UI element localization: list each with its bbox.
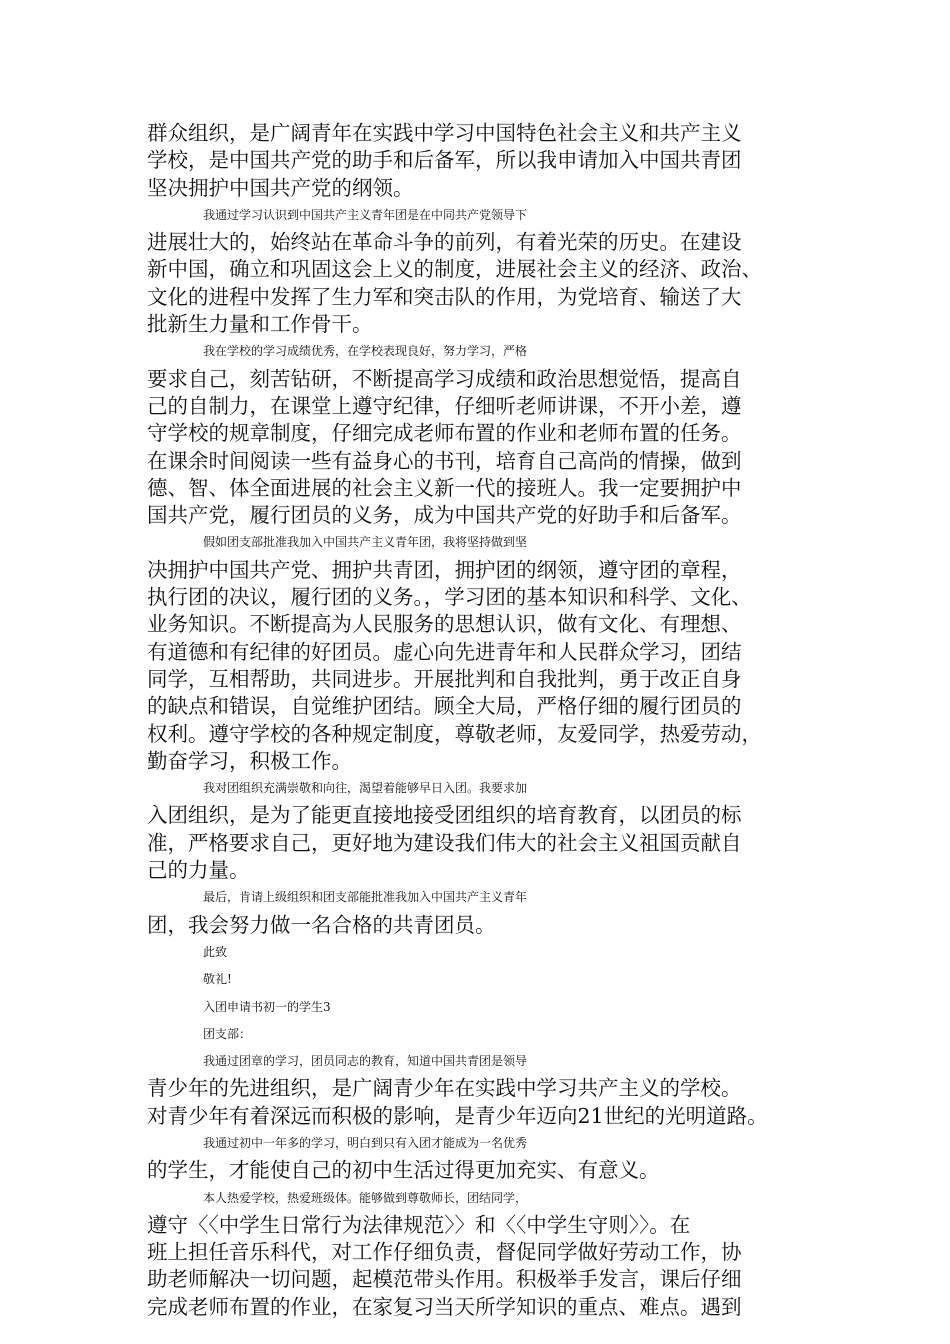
text-line: 敬礼!: [203, 972, 232, 987]
text-line: 执行团的决议，履行团的义务。，学习团的基本知识和科学、文化、: [147, 585, 752, 610]
text-line: 入团组织，是为了能更直接地接受团组织的培育教育，以团员的标: [147, 803, 742, 828]
text-line: 己的自制力，在课堂上遵守纪律，仔细听老师讲课，不开小差，遵: [147, 393, 742, 418]
text-line: 德、智、体全面进展的社会主义新一代的接班人。我一定要拥护中: [147, 475, 742, 500]
text-line: 此致: [203, 944, 228, 959]
text-line: 有道德和有纪律的好团员。虚心向先进青年和人民群众学习，团结: [147, 639, 742, 664]
text-line: 青少年的先进组织，是广阔青少年在实践中学习共产主义的学校。: [147, 1076, 742, 1101]
text-line: 批新生力量和工作骨干。: [147, 312, 373, 337]
text-line: 文化的进程中发挥了生力军和突击队的作用，为党培育、输送了大: [147, 284, 742, 309]
text-line: 我通过学习认识到中国共产主义青年团是在中同共产党领导下: [203, 207, 528, 222]
text-line: 的学生，才能使自己的初中生活过得更加充实、有意义。: [147, 1158, 660, 1183]
text-line: 勤奋学习，积极工作。: [147, 748, 352, 773]
text-line: 群众组织，是广阔青年在实践中学习中国特色社会主义和共产主义: [147, 121, 742, 145]
text-line: 班上担任音乐科代，对工作仔细负责，督促同学做好劳动工作，协: [147, 1240, 742, 1265]
text-line: 我在学校的学习成绩优秀，在学校表现良好，努力学习，严格: [203, 344, 528, 359]
text-line: 助老师解决一切问题，起模范带头作用。积极举手发言，课后仔细: [147, 1267, 742, 1292]
text-line: 业务知识。不断提高为人民服务的思想认识，做有文化、有理想、: [147, 612, 742, 637]
text-line: 我通过初中一年多的学习，明白到只有入团才能成为一名优秀: [203, 1135, 528, 1150]
text-line: 本人热爱学校，热爱班级体。能够做到尊敬师长，团结同学，: [203, 1190, 528, 1205]
text-line: 遵守〈〈中学生日常行为法律规范〉〉和〈〈中学生守则〉〉。在: [147, 1212, 691, 1237]
text-line: 进展壮大的，始终站在革命斗争的前列，有着光荣的历史。在建设: [147, 230, 742, 255]
text-line: 我通过团章的学习，团员同志的教育，知道中国共青团是领导: [203, 1054, 528, 1069]
text-line: 的缺点和错误，自觉维护团结。顾全大局，严格仔细的履行团员的: [147, 694, 742, 719]
text-line: 同学，互相帮助，共同进步。开展批判和自我批判，勇于改正自身: [147, 666, 742, 691]
text-line: 要求自己，刻苦钻研，不断提高学习成绩和政治思想觉悟，提高自: [147, 366, 742, 391]
text-line: 假如团支部批准我加入中国共产主义青年团，我将坚持做到坚: [203, 535, 528, 550]
text-line: 国共产党，履行团员的义务，成为中国共产党的好助手和后备军。: [147, 503, 742, 528]
text-line: 坚决拥护中国共产党的纲领。: [147, 175, 414, 200]
document-body: [147, 120, 827, 1321]
text-line: 决拥护中国共产党、拥护共青团，拥护团的纲领，遵守团的章程，: [147, 557, 742, 582]
text-line: 新中国，确立和巩固这会上义的制度，进展社会主义的经济、政治、: [147, 257, 762, 282]
text-line: 团，我会努力做一名合格的共青团员。: [147, 912, 496, 937]
text-line: 入团申请书初一的学生3: [203, 999, 331, 1014]
text-line: 学校，是中国共产党的助手和后备军，所以我申请加入中国共青团: [147, 148, 742, 173]
text-line: 己的力量。: [147, 858, 250, 883]
text-line: 团支部：: [203, 1026, 252, 1041]
text-line: 完成老师布置的作业，在家复习当天所学知识的重点、难点。遇到: [147, 1294, 742, 1319]
text-line: 准，严格要求自己，更好地为建设我们伟大的社会主义祖国贡献自: [147, 830, 742, 855]
text-line: 我对团组织充满崇敬和向往，渴望着能够早日入团。我要求加: [203, 781, 528, 796]
text-line: 在课余时间阅读一些有益身心的书刊，培育自己高尚的情操，做到: [147, 448, 742, 473]
text-line: 对青少年有着深远而积极的影响，是青少年迈向21世纪的光明道路。: [147, 1103, 768, 1128]
text-line: 最后，肯请上级组织和团支部能批准我加入中国共产主义青年: [203, 890, 528, 905]
text-line: 权利。遵守学校的各种规定制度，尊敬老师，友爱同学，热爱劳动，: [147, 721, 762, 746]
text-line: 守学校的规章制度，仔细完成老师布置的作业和老师布置的任务。: [147, 421, 742, 446]
